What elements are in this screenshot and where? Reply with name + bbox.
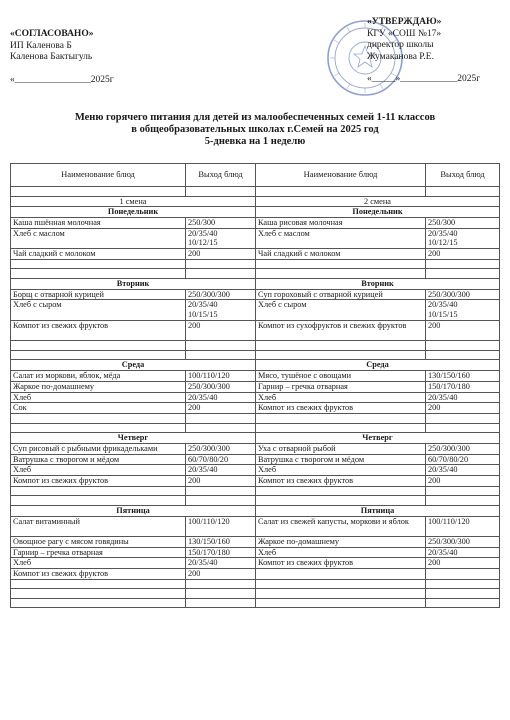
- empty-cell: [426, 496, 500, 506]
- portion-yield: 200: [186, 249, 256, 260]
- empty-cell: [256, 350, 426, 360]
- day-label: Среда: [11, 360, 256, 371]
- portion-yield: 200: [186, 403, 256, 414]
- spacer-row: [11, 486, 500, 496]
- empty-cell: [11, 579, 186, 589]
- approval-block-right: [367, 17, 507, 86]
- table-row: [11, 381, 500, 392]
- table-row: [11, 454, 500, 465]
- portion-yield: 20/35/40: [186, 465, 256, 476]
- empty-cell: [11, 423, 186, 433]
- portion-yield: 20/35/40: [426, 465, 500, 476]
- portion-yield: 200: [186, 569, 256, 580]
- title-line-3: 5-дневка на 1 неделю: [204, 136, 306, 147]
- day-label: Четверг: [256, 433, 500, 444]
- portion-yield: 60/70/80/20: [186, 454, 256, 465]
- empty-cell: [11, 496, 186, 506]
- portion-yield: 200: [426, 403, 500, 414]
- shift-row: [11, 196, 500, 207]
- table-row: [11, 558, 500, 569]
- day-label: Пятница: [256, 505, 500, 516]
- empty-cell: [256, 496, 426, 506]
- approve-title: «УТВЕРЖДАЮ»: [367, 17, 442, 27]
- empty-cell: [11, 486, 186, 496]
- empty-cell: [186, 496, 256, 506]
- portion-yield: 130/150/160: [186, 536, 256, 547]
- spacer-row: [11, 350, 500, 360]
- empty-cell: [11, 350, 186, 360]
- menu-table: [10, 163, 500, 608]
- portion-yield: 100/110/120: [426, 516, 500, 536]
- empty-cell: [426, 341, 500, 351]
- dish-name: Мясо, тушёное с овощами: [256, 371, 426, 382]
- table-row: [11, 249, 500, 260]
- dish-name: Каша пшённая молочная: [11, 218, 186, 229]
- table-row: [11, 392, 500, 403]
- spacer-row: [11, 598, 500, 608]
- empty-cell: [256, 589, 426, 599]
- spacer-row: [11, 187, 500, 197]
- director-position: директор школы: [367, 40, 434, 50]
- table-row: [11, 443, 500, 454]
- dish-name: Салат витаминный: [11, 516, 186, 536]
- empty-cell: [256, 259, 426, 269]
- empty-cell: [426, 598, 500, 608]
- empty-cell: [11, 598, 186, 608]
- day-row: [11, 360, 500, 371]
- spacer-row: [11, 423, 500, 433]
- portion-yield: 150/170/180: [426, 381, 500, 392]
- table-row: [11, 569, 500, 580]
- day-label: Среда: [256, 360, 500, 371]
- empty-cell: [426, 579, 500, 589]
- empty-cell: [256, 579, 426, 589]
- dish-name: Хлеб с маслом: [256, 228, 426, 248]
- day-label: Понедельник: [11, 207, 256, 218]
- empty-cell: [11, 187, 186, 197]
- table-row: [11, 228, 500, 248]
- table-row: [11, 536, 500, 547]
- approver-name: Каленова Бактыгуль: [10, 52, 93, 62]
- portion-yield: 200: [426, 249, 500, 260]
- empty-cell: [186, 598, 256, 608]
- dish-name: Компот из свежих фруктов: [11, 569, 186, 580]
- dish-name: Хлеб: [256, 392, 426, 403]
- spacer-row: [11, 496, 500, 506]
- empty-cell: [256, 486, 426, 496]
- table-row: [11, 300, 500, 320]
- empty-cell: [426, 187, 500, 197]
- portion-yield: 200: [426, 475, 500, 486]
- empty-cell: [186, 423, 256, 433]
- column-header: Наименование блюд: [11, 164, 186, 187]
- table-row: [11, 465, 500, 476]
- day-row: [11, 433, 500, 444]
- dish-name: Компот из сухофруктов и свежих фруктов: [256, 320, 426, 340]
- portion-yield: 200: [186, 475, 256, 486]
- portion-yield: 250/300: [186, 218, 256, 229]
- empty-cell: [426, 423, 500, 433]
- dish-name: Хлеб: [11, 465, 186, 476]
- table-row: [11, 371, 500, 382]
- dish-name: Жаркое по-домашнему: [256, 536, 426, 547]
- dish-name: Хлеб: [256, 547, 426, 558]
- table-header-row: [11, 164, 500, 187]
- empty-cell: [186, 579, 256, 589]
- portion-yield: 200: [426, 320, 500, 340]
- empty-cell: [426, 413, 500, 423]
- day-label: Вторник: [11, 279, 256, 290]
- empty-cell: [11, 589, 186, 599]
- table-row: [11, 218, 500, 229]
- portion-yield: 130/150/160: [426, 371, 500, 382]
- dish-name: Компот из свежих фруктов: [256, 558, 426, 569]
- dish-name: Сок: [11, 403, 186, 414]
- dish-name: Салат из моркови, яблок, мёда: [11, 371, 186, 382]
- empty-cell: [186, 486, 256, 496]
- dish-name: Хлеб: [11, 392, 186, 403]
- table-row: [11, 475, 500, 486]
- empty-cell: [426, 269, 500, 279]
- day-row: [11, 505, 500, 516]
- empty-cell: [11, 413, 186, 423]
- table-row: [11, 320, 500, 340]
- spacer-row: [11, 341, 500, 351]
- shift-label: 2 смена: [256, 196, 500, 207]
- spacer-row: [11, 259, 500, 269]
- day-row: [11, 207, 500, 218]
- table-row: [11, 403, 500, 414]
- spacer-row: [11, 589, 500, 599]
- empty-cell: [186, 187, 256, 197]
- column-header: Выход блюд: [426, 164, 500, 187]
- dish-name: Чай сладкий с молоком: [11, 249, 186, 260]
- empty-cell: [186, 413, 256, 423]
- empty-cell: [186, 259, 256, 269]
- table-row: [11, 516, 500, 536]
- portion-yield: 20/35/40 10/12/15: [426, 228, 500, 248]
- column-header: Наименование блюд: [256, 164, 426, 187]
- portion-yield: 20/35/40 10/15/15: [186, 300, 256, 320]
- portion-yield: 20/35/40: [426, 392, 500, 403]
- dish-name: Гарнир – гречка отварная: [256, 381, 426, 392]
- table-row: [11, 289, 500, 300]
- day-label: Понедельник: [256, 207, 500, 218]
- document-title: [0, 112, 510, 148]
- day-label: Вторник: [256, 279, 500, 290]
- portion-yield: 250/300/300: [186, 289, 256, 300]
- portion-yield: 250/300/300: [426, 443, 500, 454]
- day-row: [11, 279, 500, 290]
- empty-cell: [426, 589, 500, 599]
- title-line-1: Меню горячего питания для детей из малообеспеченных семей 1-11 классов: [74, 112, 436, 123]
- portion-yield: 20/35/40: [426, 547, 500, 558]
- portion-yield: 250/300/300: [186, 443, 256, 454]
- empty-cell: [256, 341, 426, 351]
- portion-yield: 60/70/80/20: [426, 454, 500, 465]
- dish-name: Компот из свежих фруктов: [256, 475, 426, 486]
- dish-name: Овощное рагу с мясом говядины: [11, 536, 186, 547]
- portion-yield: 20/35/40: [186, 392, 256, 403]
- school-name: КГУ «СОШ №17»: [367, 28, 442, 39]
- empty-cell: [11, 341, 186, 351]
- empty-cell: [426, 486, 500, 496]
- empty-cell: [186, 269, 256, 279]
- dish-name: Хлеб: [256, 465, 426, 476]
- dish-name: Хлеб с маслом: [11, 228, 186, 248]
- dish-name: Уха с отварной рыбой: [256, 443, 426, 454]
- dish-name: [256, 569, 426, 580]
- empty-cell: [11, 269, 186, 279]
- dish-name: Хлеб с сыром: [256, 300, 426, 320]
- day-label: Пятница: [11, 505, 256, 516]
- portion-yield: 250/300/300: [186, 381, 256, 392]
- portion-yield: 100/110/120: [186, 371, 256, 382]
- dish-name: Суп рисовый с рыбными фрикадельками: [11, 443, 186, 454]
- portion-yield: 20/35/40 10/15/15: [426, 300, 500, 320]
- empty-cell: [256, 187, 426, 197]
- empty-cell: [256, 269, 426, 279]
- dish-name: Компот из свежих фруктов: [11, 320, 186, 340]
- empty-cell: [11, 259, 186, 269]
- approval-block-left: [10, 29, 210, 86]
- dish-name: Хлеб с сыром: [11, 300, 186, 320]
- portion-yield: 250/300/300: [426, 536, 500, 547]
- spacer-row: [11, 413, 500, 423]
- portion-yield: 200: [426, 558, 500, 569]
- spacer-row: [11, 579, 500, 589]
- empty-cell: [186, 589, 256, 599]
- approved-title: «СОГЛАСОВАНО»: [10, 29, 94, 39]
- title-line-2: в общеобразовательных школах г.Семей на 2025 год: [131, 124, 379, 135]
- empty-cell: [186, 350, 256, 360]
- dish-name: Борщ с отварной курицей: [11, 289, 186, 300]
- dish-name: Суп гороховый с отварной курицей: [256, 289, 426, 300]
- empty-cell: [256, 413, 426, 423]
- empty-cell: [186, 341, 256, 351]
- portion-yield: 100/110/120: [186, 516, 256, 536]
- dish-name: Компот из свежих фруктов: [256, 403, 426, 414]
- approver-org: ИП Каленова Б: [10, 40, 72, 51]
- dish-name: Ватрушка с творогом и мёдом: [11, 454, 186, 465]
- approval-date-right: «_____»____________2025г: [367, 74, 481, 84]
- portion-yield: [426, 569, 500, 580]
- day-label: Четверг: [11, 433, 256, 444]
- dish-name: Чай сладкий с молоком: [256, 249, 426, 260]
- dish-name: Салат из свежей капусты, моркови и яблок: [256, 516, 426, 536]
- empty-cell: [426, 259, 500, 269]
- approval-date-left: «________________2025г: [10, 74, 114, 85]
- portion-yield: 20/35/40 10/12/15: [186, 228, 256, 248]
- portion-yield: 200: [186, 320, 256, 340]
- dish-name: Каша рисовая молочная: [256, 218, 426, 229]
- portion-yield: 20/35/40: [186, 558, 256, 569]
- dish-name: Компот из свежих фруктов: [11, 475, 186, 486]
- dish-name: Ватрушка с творогом и мёдом: [256, 454, 426, 465]
- portion-yield: 250/300/300: [426, 289, 500, 300]
- shift-label: 1 смена: [11, 196, 256, 207]
- director-name: Жумаканова Р.Е.: [367, 51, 434, 62]
- column-header: Выход блюд: [186, 164, 256, 187]
- empty-cell: [426, 350, 500, 360]
- spacer-row: [11, 269, 500, 279]
- dish-name: Жаркое по-домашнему: [11, 381, 186, 392]
- portion-yield: 250/300: [426, 218, 500, 229]
- dish-name: Хлеб: [11, 558, 186, 569]
- dish-name: Гарнир – гречка отварная: [11, 547, 186, 558]
- table-row: [11, 547, 500, 558]
- empty-cell: [256, 598, 426, 608]
- empty-cell: [256, 423, 426, 433]
- portion-yield: 150/170/180: [186, 547, 256, 558]
